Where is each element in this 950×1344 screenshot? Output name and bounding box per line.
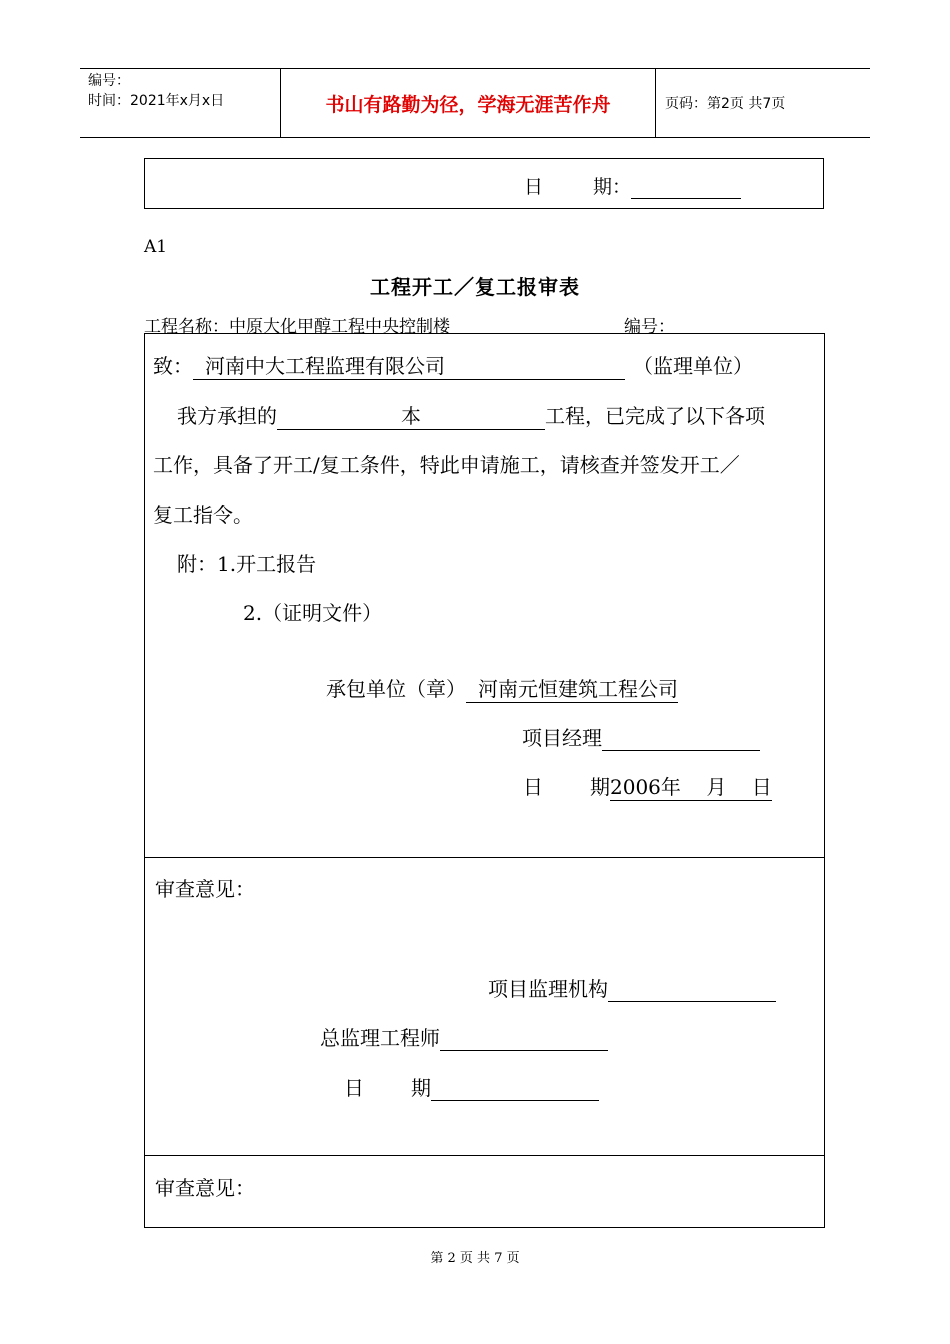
form-divider-1	[144, 857, 825, 858]
to-suffix: （监理单位）	[633, 354, 753, 378]
page-title: 工程开工／复工报审表	[370, 275, 580, 299]
agency-label: 项目监理机构	[488, 977, 608, 1001]
to-prefix: 致：	[153, 354, 193, 378]
manager-label: 项目经理	[522, 726, 602, 750]
agency-blank	[608, 980, 776, 1002]
project-number-label: 编号：	[624, 317, 675, 337]
contractor-line	[326, 673, 678, 703]
chief-engineer-line	[320, 1022, 608, 1051]
chief-engineer-blank	[440, 1029, 608, 1051]
page-header	[80, 68, 870, 138]
manager-blank	[602, 729, 760, 751]
header-number-label: 编号：	[88, 73, 130, 89]
page-footer: 第 2 页 共 7 页	[430, 1251, 520, 1266]
contractor-label: 承包单位（章）	[326, 677, 466, 701]
apply-date-value: 2006年 月 日	[610, 771, 772, 801]
body-line-1	[177, 400, 765, 430]
project-name: 工程名称：中原大化甲醇工程中央控制楼	[144, 317, 450, 337]
attachment-1: 附：1.开工报告	[177, 552, 317, 576]
manager-line	[522, 722, 760, 751]
top-date-row	[524, 172, 741, 199]
review-date-label-2: 期	[411, 1076, 431, 1100]
header-page-info: 页码：第2页 共7页	[665, 96, 786, 112]
top-date-label-1: 日	[524, 176, 544, 198]
header-motto: 书山有路勤为径，学海无涯苦作舟	[280, 69, 656, 137]
attachment-2: 2.（证明文件）	[243, 601, 383, 625]
form-divider-2	[144, 1155, 825, 1156]
apply-date-label-2: 期	[590, 775, 610, 799]
line1-suffix: 工程，已完成了以下各项	[545, 404, 765, 428]
header-time-label: 时间：2021年x月x日	[88, 93, 225, 109]
chief-engineer-label: 总监理工程师	[320, 1026, 440, 1050]
body-line-2: 工作，具备了开工/复工条件，特此申请施工，请核查并签发开工／	[153, 453, 740, 477]
review-date-label-1: 日	[344, 1076, 364, 1100]
apply-date-label-1: 日	[523, 775, 543, 799]
line1-project-value: 本	[277, 400, 545, 430]
review-opinion-label-2: 审查意见：	[155, 1176, 255, 1200]
agency-line	[488, 973, 776, 1002]
review-opinion-label-1: 审查意见：	[155, 877, 255, 901]
apply-date-line	[523, 771, 772, 801]
body-line-3: 复工指令。	[153, 503, 253, 527]
contractor-value: 河南元恒建筑工程公司	[466, 673, 678, 703]
to-line	[153, 350, 753, 380]
top-date-label-2: 期：	[593, 176, 632, 198]
review-date-line	[344, 1072, 599, 1101]
header-left	[80, 69, 280, 137]
line1-prefix: 我方承担的	[177, 404, 277, 428]
form-code: A1	[144, 237, 168, 257]
review-date-blank	[431, 1079, 599, 1101]
to-supervisor-value: 河南中大工程监理有限公司	[193, 350, 625, 380]
top-date-blank	[631, 178, 741, 199]
